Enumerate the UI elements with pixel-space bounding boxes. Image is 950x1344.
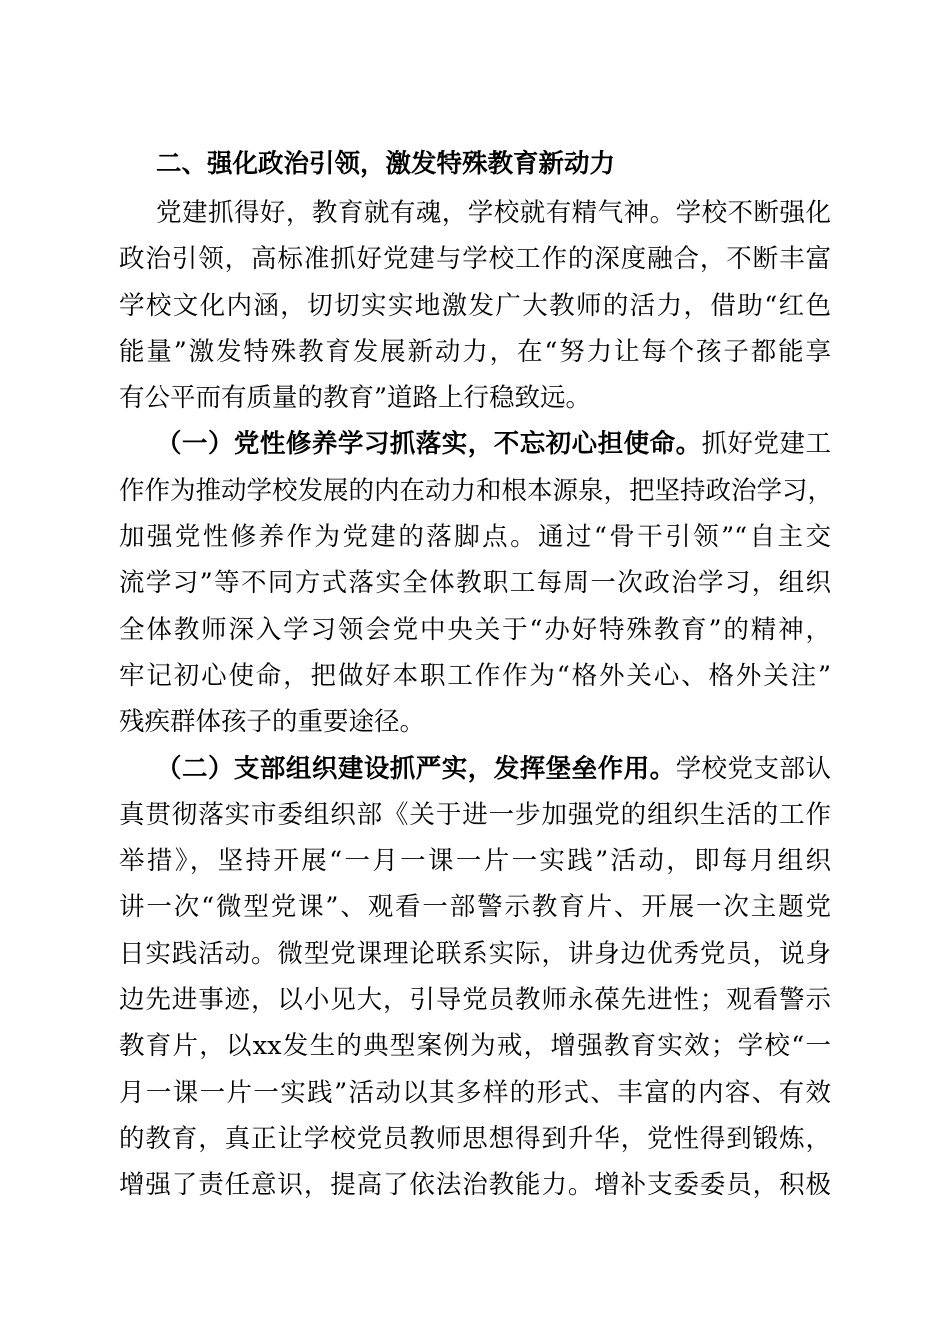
document-body bbox=[119, 138, 834, 1209]
paragraph-intro bbox=[119, 190, 831, 421]
paragraph-line: 讲一次“微型党课”、观看一部警示教育片、开展一次主题党 bbox=[119, 892, 831, 923]
paragraph-section-1 bbox=[119, 421, 834, 745]
paragraph-line: 党建抓得好，教育就有魂，学校就有精气神。学校不断强化 bbox=[156, 198, 831, 228]
paragraph-line: 牢记初心使命，把做好本职工作作为“格外关心、格外关注” bbox=[119, 660, 831, 691]
paragraph-line: 有公平而有质量的教育”道路上行稳致远。 bbox=[119, 383, 592, 414]
paragraph-line: 学校文化内涵，切切实实地激发广大教师的活力，借助“红色 bbox=[119, 290, 831, 321]
paragraph-line: 的教育，真正让学校党员教师思想得到升华，党性得到锻炼， bbox=[119, 1123, 831, 1154]
paragraph-line: 举措》，坚持开展“一月一课一片一实践”活动，即每月组织 bbox=[119, 846, 831, 877]
paragraph-line: 真贯彻落实市委组织部《关于进一步加强党的组织生活的工作 bbox=[119, 799, 831, 830]
paragraph-line: 全体教师深入学习领会党中央关于“办好特殊教育”的精神， bbox=[119, 614, 831, 645]
paragraph-section-2 bbox=[119, 746, 831, 1209]
paragraph-line: 作作为推动学校发展的内在动力和根本源泉，把坚持政治学习， bbox=[119, 475, 834, 506]
paragraph-line: 加强党性修养作为党建的落脚点。通过“骨干引领”“自主交 bbox=[119, 522, 831, 553]
paragraph-line: 增强了责任意识，提高了依法治教能力。增补支委委员，积极 bbox=[119, 1170, 831, 1201]
paragraph-text: 抓好党建工 bbox=[701, 429, 831, 460]
paragraph-line: 教育片，以xx发生的典型案例为戒，增强教育实效；学校“一 bbox=[119, 1031, 831, 1062]
subsection-title-2: （二）支部组织建设抓严实，发挥堡垒作用。 bbox=[156, 753, 676, 784]
paragraph-line: 边先进事迹，以小见大，引导党员教师永葆先进性；观看警示 bbox=[119, 985, 831, 1016]
paragraph-line bbox=[119, 746, 831, 792]
paragraph-line bbox=[119, 421, 831, 467]
section-heading: 二、强化政治引领，激发特殊教育新动力 bbox=[156, 149, 616, 179]
paragraph-text: 学校党支部认 bbox=[675, 753, 831, 784]
paragraph-line: 月一课一片一实践”活动以其多样的形式、丰富的内容、有效 bbox=[119, 1077, 831, 1108]
subsection-title-1: （一）党性修养学习抓落实，不忘初心担使命。 bbox=[156, 429, 702, 460]
paragraph-line: 日实践活动。微型党课理论联系实际，讲身边优秀党员，说身 bbox=[119, 938, 831, 969]
paragraph-line: 能量”激发特殊教育发展新动力，在“努力让每个孩子都能享 bbox=[119, 336, 831, 367]
paragraph-line: 残疾群体孩子的重要途径。 bbox=[119, 707, 426, 738]
paragraph-line: 政治引领，高标准抓好党建与学校工作的深度融合，不断丰富 bbox=[119, 244, 831, 275]
paragraph-line: 流学习”等不同方式落实全体教职工每周一次政治学习，组织 bbox=[119, 568, 831, 599]
